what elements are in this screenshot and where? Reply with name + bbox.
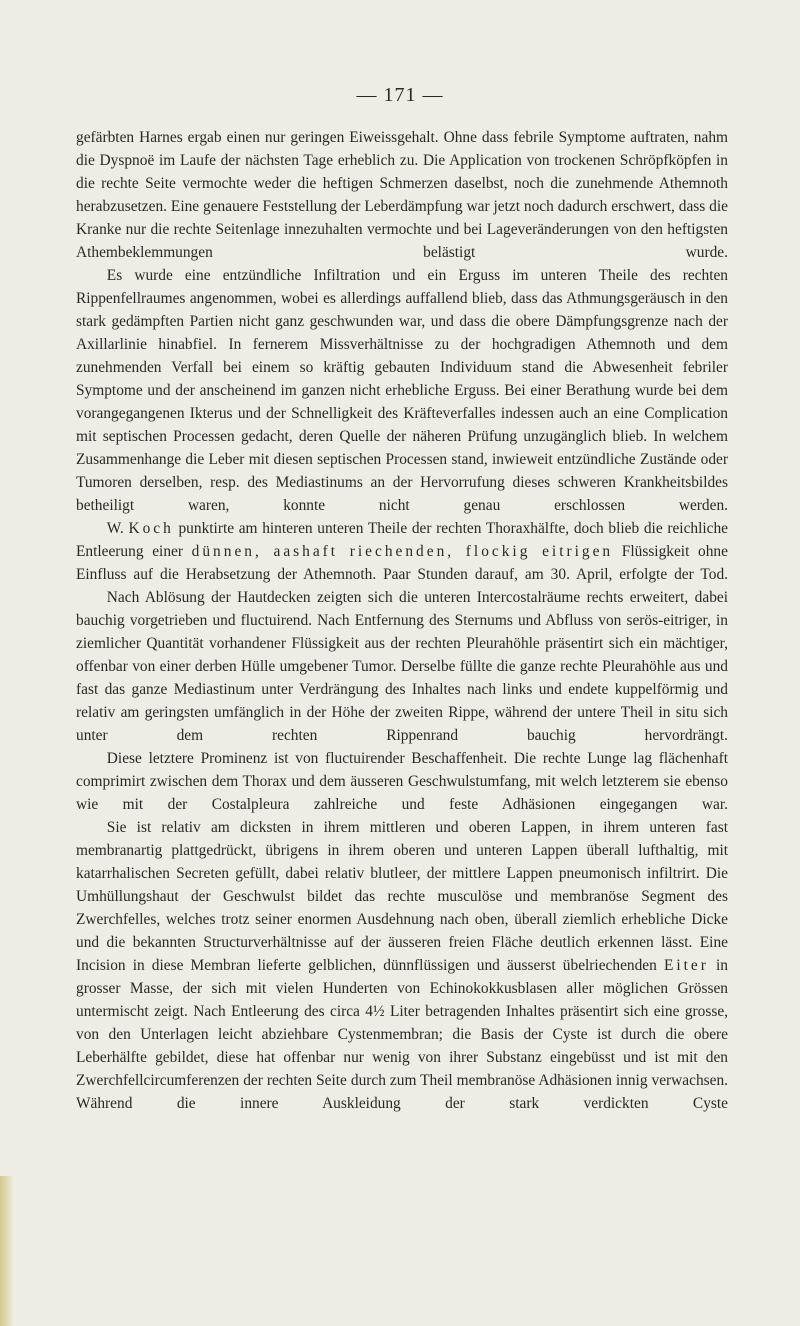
body-text <box>76 126 728 1115</box>
author-initial: W. <box>106 520 124 537</box>
paragraph-6-part-1: Sie ist relativ am dicksten in ihrem mittleren und oberen Lappen, in ihrem unteren fast membranartig plattgedrückt, übrigens in ihrem oberen und unteren Lappen überall lufthaltig, mit katarrhalischen Secreten gefüllt, dabei relativ blutleer, der mittlere Lappen pneumonisch infiltrirt. Die Umhüllungshaut der Geschwulst bildet das rechte musculöse und membranöse Segment des Zwerchfelles, welches trotz seiner enormen Ausdehnung nach oben, überall ziemlich erhebliche Dicke und die bekannten Structurverhältnisse auf der äusseren freien Fläche deutlich erkennen lässt. Eine Incision in diese Membran lieferte gelblichen, dünnflüssigen und äusserst übelriechenden <box>76 819 728 974</box>
page-number: — 171 — <box>356 84 444 106</box>
emphasized-eiter: Eiter <box>663 957 709 974</box>
page-edge-discoloration <box>0 1176 14 1326</box>
paragraph-6 <box>76 816 728 1115</box>
paragraph-1: gefärbten Harnes ergab einen nur geringen Eiweissgehalt. Ohne dass febrile Symptome auftraten, nahm die Dyspnoë im Laufe der nächsten Tage erheblich zu. Die Application von trockenen Schröpfköpfen in die rechte Seite vermochte weder die heftigen Schmerzen daselbst, noch die zunehmende Athemnoth herabzusetzen. Eine genauere Feststellung der Leberdämpfung war jetzt noch dadurch erschwert, dass die Kranke nur die rechte Seitenlage innezuhalten vermochte und bei Lageveränderungen von den heftigsten Athembeklemmungen belästigt wurde. <box>76 129 728 261</box>
paragraph-3-part-1: punktirte am hinteren unteren Theile der rechten Thoraxhälfte, doch blieb die reichliche Entleerung einer <box>76 520 728 560</box>
author-name-koch: Koch <box>128 520 174 537</box>
paragraph-2: Es wurde eine entzündliche Infiltration und ein Erguss im unteren Theile des rechten Rippenfellraumes angenommen, wobei es allerdings auffallend blieb, dass das Athmungsgeräusch in den stark gedämpften Partien nicht ganz geschwunden war, und dass die obere Dämpfungsgrenze nach der Axillarlinie hinabfiel. In fernerem Missverhältnisse zu der hochgradigen Athemnoth und dem zunehmenden Verfall bei einem so kräftig gebauten Individuum stand die Abwesenheit febriler Symptome und der anscheinend im ganzen nicht erhebliche Erguss. Bei einer Berathung wurde bei dem vorangegangenen Ikterus und der Schnelligkeit des Kräfteverfalles indessen auch an eine Complication mit septischen Processen gedacht, deren Quelle der näheren Prüfung unzugänglich blieb. In welchem Zusammenhange die Leber mit diesen septischen Processen stand, inwieweit entzündliche Zustände oder Tumoren derselben, resp. des Mediastinums an der Hervorrufung dieses schweren Krankheitsbildes betheiligt waren, konnte nicht genau erschlossen werden. <box>76 267 728 514</box>
paragraph-4: Nach Ablösung der Hautdecken zeigten sich die unteren Intercostalräume rechts erweitert, dabei bauchig vorgetrieben und fluctuirend. Nach Entfernung des Sternums und Abfluss von serös-eitriger, in ziemlicher Quantität vorhandener Flüssigkeit aus der rechten Pleurahöhle präsentirt sich ein mächtiger, offenbar von einer derben Hülle umgebener Tumor. Derselbe füllte die ganze rechte Pleurahöhle aus und fast das ganze Mediastinum unter Verdrängung des Inhaltes nach links und endete kuppelförmig und relativ am geringsten umfänglich in der Höhe der zweiten Rippe, während der untere Theil in situ sich unter dem rechten Rippenrand bauchig hervordrängt. <box>76 589 728 744</box>
paragraph-6-part-2: in grosser Masse, der sich mit vielen Hunderten von Echinokokkusblasen aller möglichen Grössen untermischt zeigt. Nach Entleerung des circa 4½ Liter betragenden Inhaltes präsentirt sich eine grosse, von den Unterlagen leicht abziehbare Cystenmembran; die Basis der Cyste ist durch die obere Leberhälfte gebildet, diese hat offenbar nur wenig von ihrer Substanz eingebüsst und ist mit den Zwerchfellcircumferenzen der rechten Seite durch zum Theil membranöse Adhäsionen innig verwachsen. Während die innere Auskleidung der stark verdickten Cyste <box>76 957 728 1112</box>
paragraph-3-part-2: Flüssigkeit ohne Einfluss auf die Herabsetzung der Athemnoth. Paar Stunden darauf, am 30. April, erfolgte der Tod. <box>76 543 728 583</box>
emphasized-fluid-description: dünnen, aashaft riechenden, flockig eitrigen <box>191 543 614 560</box>
paragraph-3 <box>76 517 728 586</box>
paragraph-5: Diese letztere Prominenz ist von fluctuirender Beschaffenheit. Die rechte Lunge lag flächenhaft comprimirt zwischen dem Thorax und dem äusseren Geschwulstumfang, mit welch letzterem sie ebenso wie mit der Costalpleura zahlreiche und feste Adhäsionen eingegangen war. <box>76 750 728 813</box>
